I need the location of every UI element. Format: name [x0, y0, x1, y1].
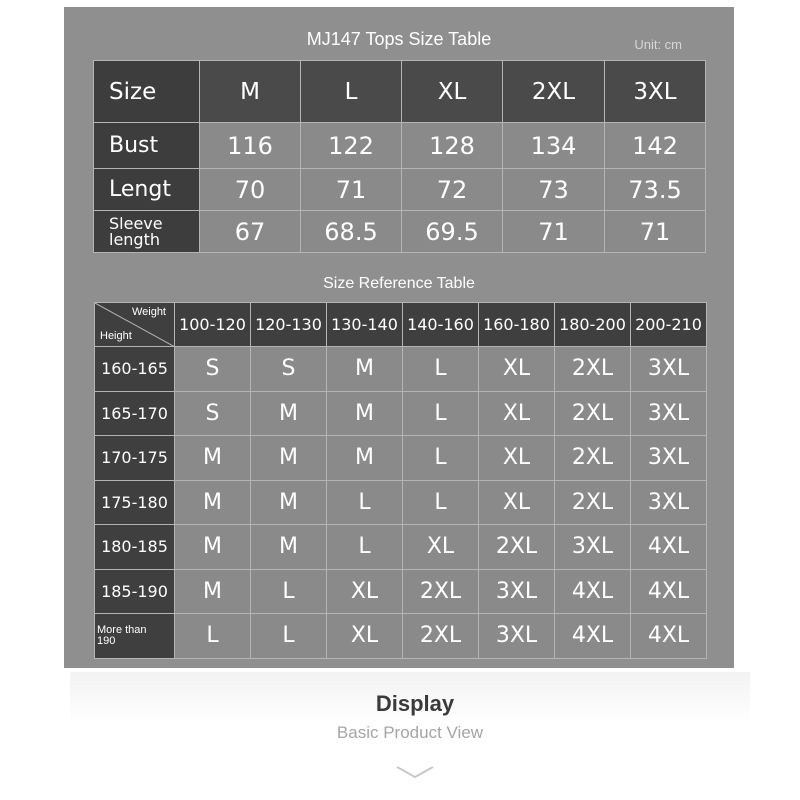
- measurement-cell: 73: [503, 169, 605, 211]
- height-label-line2: 190: [97, 634, 116, 647]
- size-cell: M: [327, 436, 403, 481]
- height-range-label: 165-170: [95, 391, 175, 436]
- size-cell: L: [175, 614, 251, 659]
- size-cell: 4XL: [555, 569, 631, 614]
- bust-row: [94, 123, 706, 169]
- size-header-cell: M: [200, 61, 301, 123]
- chart-title: MJ147 Tops Size Table: [306, 29, 492, 49]
- measurement-cell: 122: [301, 123, 402, 169]
- size-cell: L: [327, 480, 403, 525]
- row-label-length: Lengt: [94, 169, 200, 211]
- weight-range-header: 120-130: [251, 303, 327, 347]
- row-label-sleeve: [94, 211, 200, 253]
- height-label: Height: [100, 330, 132, 342]
- size-cell: 2XL: [555, 480, 631, 525]
- height-range-label: 180-185: [95, 525, 175, 570]
- size-cell: 3XL: [555, 525, 631, 570]
- size-cell: XL: [327, 569, 403, 614]
- size-cell: L: [403, 391, 479, 436]
- chevron-down-icon[interactable]: [395, 764, 435, 780]
- size-cell: 3XL: [631, 480, 707, 525]
- sleeve-label-line2: length: [109, 229, 160, 249]
- size-header-cell: 2XL: [503, 61, 605, 123]
- size-cell: L: [403, 436, 479, 481]
- size-cell: 2XL: [555, 347, 631, 392]
- height-label-line1: More than: [97, 623, 147, 636]
- size-cell: M: [251, 391, 327, 436]
- length-row: [94, 169, 706, 211]
- table-row: [95, 569, 707, 614]
- measurement-cell: 71: [301, 169, 402, 211]
- size-cell: L: [403, 480, 479, 525]
- size-cell: 2XL: [555, 436, 631, 481]
- size-cell: M: [175, 569, 251, 614]
- measurement-cell: 68.5: [301, 211, 402, 253]
- size-cell: XL: [327, 614, 403, 659]
- size-cell: 2XL: [403, 569, 479, 614]
- size-cell: L: [251, 569, 327, 614]
- size-reference-table: [94, 302, 707, 659]
- size-cell: M: [251, 436, 327, 481]
- measurement-cell: 70: [200, 169, 301, 211]
- size-table: [93, 60, 706, 253]
- size-cell: 4XL: [631, 569, 707, 614]
- sleeve-row: [94, 211, 706, 253]
- measurement-cell: 71: [605, 211, 706, 253]
- size-cell: 3XL: [631, 391, 707, 436]
- size-cell: 2XL: [555, 391, 631, 436]
- size-cell: L: [327, 525, 403, 570]
- size-cell: M: [251, 525, 327, 570]
- table-row: [95, 525, 707, 570]
- size-cell: 3XL: [631, 436, 707, 481]
- weight-label: Weight: [131, 306, 166, 318]
- weight-range-header: 100-120: [175, 303, 251, 347]
- size-cell: 4XL: [555, 614, 631, 659]
- measurement-cell: 72: [402, 169, 503, 211]
- size-chart-panel: [64, 7, 734, 668]
- row-label-bust: Bust: [94, 123, 200, 169]
- weight-height-corner: [95, 303, 175, 347]
- reference-table-title: Size Reference Table: [323, 275, 475, 292]
- table-row: [95, 347, 707, 392]
- measurement-cell: 67: [200, 211, 301, 253]
- section-subtitle: Basic Product View: [336, 723, 484, 742]
- size-cell: 4XL: [631, 525, 707, 570]
- weight-range-header: 180-200: [555, 303, 631, 347]
- table-row: [95, 480, 707, 525]
- size-cell: XL: [479, 347, 555, 392]
- size-cell: XL: [479, 480, 555, 525]
- size-cell: 2XL: [479, 525, 555, 570]
- size-corner-label: Size: [94, 61, 200, 123]
- size-cell: XL: [403, 525, 479, 570]
- size-cell: M: [175, 480, 251, 525]
- measurement-cell: 116: [200, 123, 301, 169]
- size-cell: XL: [479, 391, 555, 436]
- size-cell: M: [327, 347, 403, 392]
- size-cell: 3XL: [479, 614, 555, 659]
- size-cell: S: [175, 391, 251, 436]
- size-cell: M: [327, 391, 403, 436]
- measurement-cell: 128: [402, 123, 503, 169]
- measurement-cell: 73.5: [605, 169, 706, 211]
- size-header-cell: L: [301, 61, 402, 123]
- size-cell: XL: [479, 436, 555, 481]
- table-row: [95, 391, 707, 436]
- size-cell: 3XL: [479, 569, 555, 614]
- size-cell: S: [175, 347, 251, 392]
- weight-range-header: 160-180: [479, 303, 555, 347]
- measurement-cell: 134: [503, 123, 605, 169]
- size-cell: 3XL: [631, 347, 707, 392]
- height-range-label: 160-165: [95, 347, 175, 392]
- height-range-label: 185-190: [95, 569, 175, 614]
- weight-range-header: 130-140: [327, 303, 403, 347]
- size-cell: M: [175, 525, 251, 570]
- size-header-cell: XL: [402, 61, 503, 123]
- section-title: Display: [375, 691, 455, 716]
- size-cell: M: [251, 480, 327, 525]
- measurement-cell: 71: [503, 211, 605, 253]
- height-range-label: 170-175: [95, 436, 175, 481]
- size-cell: M: [175, 436, 251, 481]
- size-cell: L: [403, 347, 479, 392]
- height-range-label: 175-180: [95, 480, 175, 525]
- size-cell: 2XL: [403, 614, 479, 659]
- measurement-cell: 69.5: [402, 211, 503, 253]
- weight-range-header: 140-160: [403, 303, 479, 347]
- sleeve-label-line1: Sleeve: [109, 213, 163, 233]
- size-header-row: [94, 61, 706, 123]
- size-cell: L: [251, 614, 327, 659]
- measurement-cell: 142: [605, 123, 706, 169]
- height-range-label: [95, 614, 175, 659]
- weight-header-row: [95, 303, 707, 347]
- size-cell: 4XL: [631, 614, 707, 659]
- unit-label: Unit: cm: [634, 37, 682, 52]
- weight-range-header: 200-210: [631, 303, 707, 347]
- table-row: [95, 614, 707, 659]
- size-header-cell: 3XL: [605, 61, 706, 123]
- size-cell: S: [251, 347, 327, 392]
- table-row: [95, 436, 707, 481]
